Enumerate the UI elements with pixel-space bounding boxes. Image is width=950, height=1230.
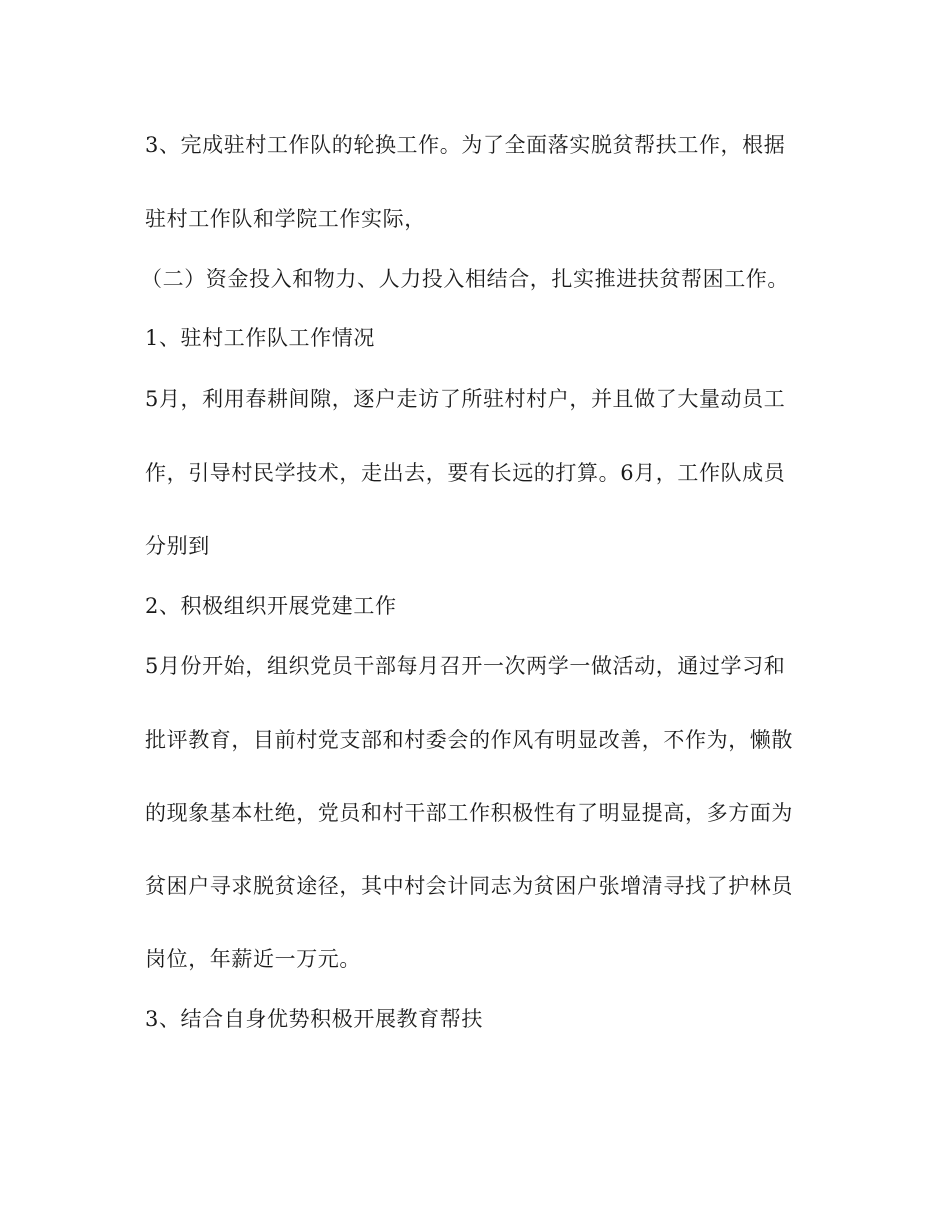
- section-heading: （二）资金投入和物力、人力投入相结合，扎实推进扶贫帮困工作。: [141, 267, 789, 291]
- text-line: 分别到: [145, 534, 210, 558]
- text-line: 5月，利用春耕间隙，逐户走访了所驻村村户，并且做了大量动员工: [145, 387, 786, 411]
- text-line: 驻村工作队和学院工作实际，: [145, 207, 426, 231]
- text-line: 3、完成驻村工作队的轮换工作。为了全面落实脱贫帮扶工作，根据: [145, 133, 786, 157]
- subsection-heading: 2、积极组织开展党建工作: [145, 594, 397, 618]
- text-line: 岗位，年薪近一万元。: [145, 947, 361, 971]
- subsection-heading: 1、驻村工作队工作情况: [145, 326, 375, 350]
- text-line: 批评教育，目前村党支部和村委会的作风有明显改善，不作为，懒散: [145, 728, 793, 752]
- text-line: 5月份开始，组织党员干部每月召开一次两学一做活动，通过学习和: [145, 654, 786, 678]
- text-line: 的现象基本杜绝，党员和村干部工作积极性有了明显提高，多方面为: [145, 801, 793, 825]
- subsection-heading: 3、结合自身优势积极开展教育帮扶: [145, 1007, 483, 1031]
- text-line: 作，引导村民学技术，走出去，要有长远的打算。6月，工作队成员: [145, 461, 786, 485]
- text-line: 贫困户寻求脱贫途径，其中村会计同志为贫困户张增清寻找了护林员: [145, 874, 793, 898]
